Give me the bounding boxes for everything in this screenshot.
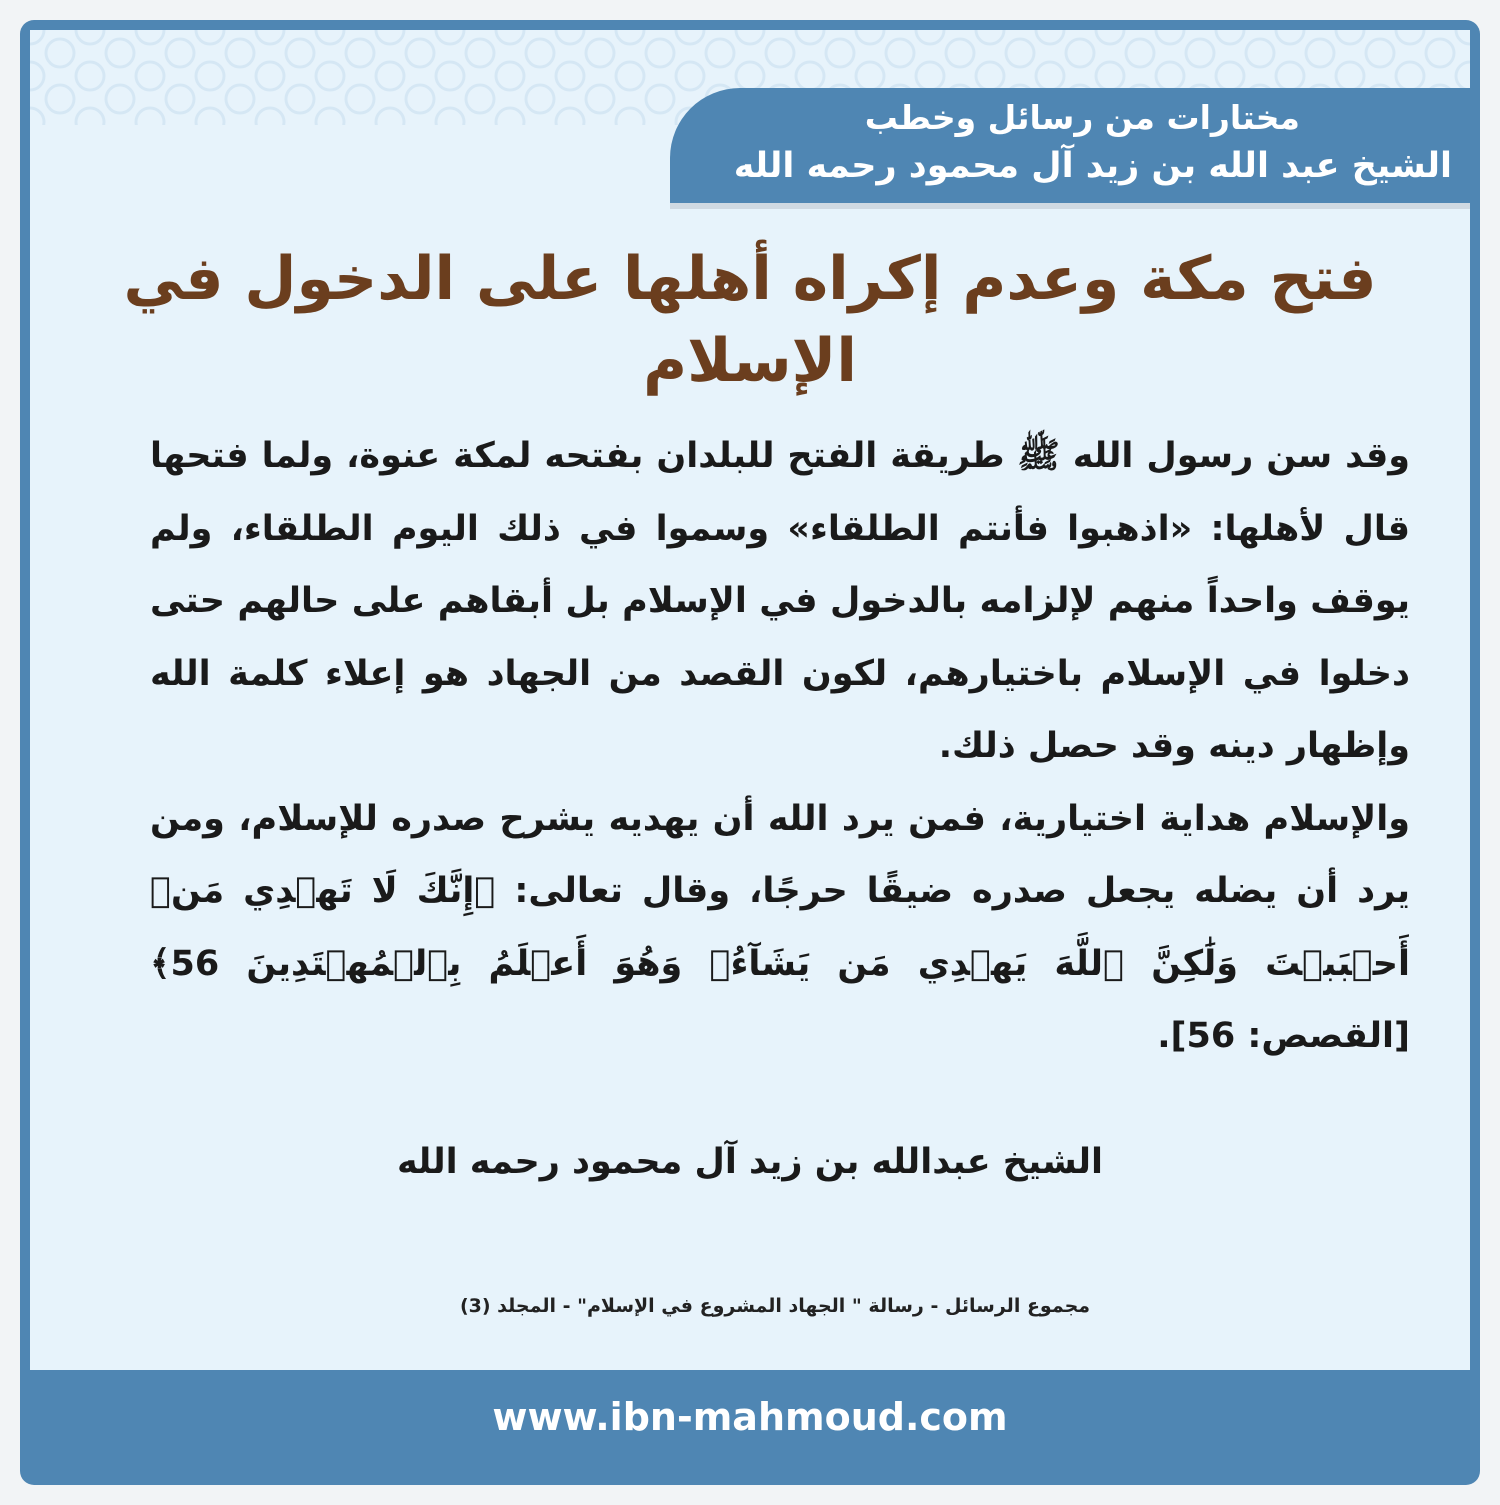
- header-author: الشيخ عبد الله بن زيد آل محمود رحمه الله: [733, 146, 1452, 186]
- paragraph-2: والإسلام هداية اختيارية، فمن يرد الله أن يهديه يشرح صدره للإسلام، ومن يرد أن يضله يجعل صدره ضيقًا حرجًا، وقال تعالى: ﴿إِنَّكَ لَا تَهۡدِي مَنۡ أَحۡبَبۡتَ وَلَٰكِنَّ ٱللَّهَ يَهۡدِي مَن يَشَآءُۚ وَهُوَ أَعۡلَمُ بِٱلۡمُهۡتَدِينَ 56﴾ [القصص: 56].: [150, 798, 1410, 1056]
- signature: الشيخ عبدالله بن زيد آل محمود رحمه الله: [396, 1142, 1104, 1182]
- website-link[interactable]: www.ibn-mahmoud.com: [492, 1395, 1008, 1439]
- article-body: [150, 420, 1410, 1073]
- card-frame: [20, 20, 1480, 1485]
- header-series-title: مختارات من رسائل وخطب: [864, 98, 1300, 137]
- article-title: فتح مكة وعدم إكراه أهلها على الدخول في الإسلام: [123, 244, 1377, 396]
- content-panel: [30, 30, 1470, 1370]
- paragraph-1: وقد سن رسول الله ﷺ طريقة الفتح للبلدان بفتحه لمكة عنوة، ولما فتحها قال لأهلها: «اذهبوا فأنتم الطلقاء» وسموا في ذلك اليوم الطلقاء، ولم يوقف واحداً منهم لإلزامه بالدخول في الإسلام بل أبقاهم على حالهم حتى دخلوا في الإسلام باختيارهم، لكون القصد من الجهاد هو إعلاء كلمة الله وإظهار دينه وقد حصل ذلك.: [150, 436, 1410, 766]
- header-banner: [670, 88, 1470, 203]
- source-citation: مجموع الرسائل - رسالة " الجهاد المشروع في الإسلام" - المجلد (3): [459, 1295, 1091, 1317]
